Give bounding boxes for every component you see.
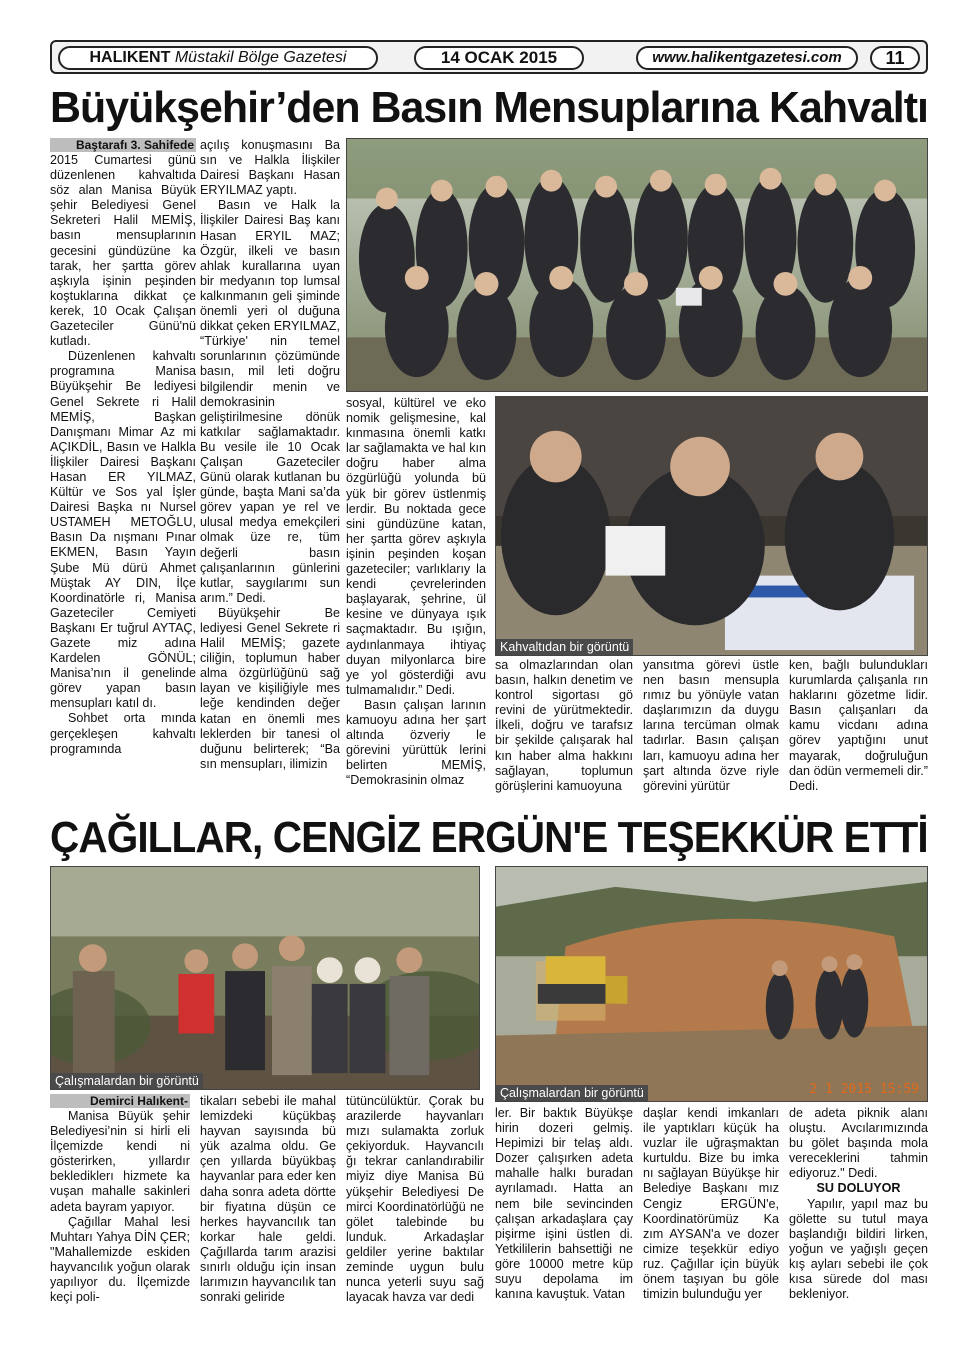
article2-paragraph: de adeta piknik alanı oluştu. Avcılarımızında bu gölet başında mola vereceklerini tahmin ediyoruz." Dedi. bbox=[789, 1106, 928, 1181]
article2-paragraph: ler. Bir baktık Büyükşe hirin dozeri gelmiş. Hepimizi bir telaş aldı. Dozer çalışırken adeta mahalle halkı buradan ayrılamadı. Hatta an nem bile sevincinden çalışan arkadaşlara çay pişirme işini üstlen di. Yetkililerin bahsettiği ne göre 10000 metre küp suyu depolama im kanına kavuştuk. Vatan bbox=[495, 1106, 633, 1302]
article1-column-3 bbox=[346, 396, 486, 808]
article1-paragraph: Sohbet orta mında gerçekleşen kahvaltı programında bbox=[50, 711, 196, 756]
article1-column-5 bbox=[643, 658, 779, 808]
article2-column-1 bbox=[50, 1094, 190, 1322]
masthead bbox=[58, 46, 378, 70]
article2-column-4 bbox=[495, 1106, 633, 1322]
article2-paragraph: Yapılır, yapıl maz bu gölette su tutul maya başlandığı bildiri lirken, yoğun ve yağışlı geçen kış ayları sebebi ile çok kısa sürede dol ması bekleniyor. bbox=[789, 1196, 928, 1302]
pond-construction-photo-image bbox=[496, 867, 927, 1101]
article2-column-2 bbox=[200, 1094, 336, 1322]
article1-paragraph: sa olmazlarından olan basın, halkın denetim ve kontrol sigortası gö revini de yürütmektedir. İlkeli, doğru ve tarafsız bir şekilde çalışarak hal kın haber alma hakkını sağlayan, toplumun görüşlerini kamuoyuna bbox=[495, 658, 633, 793]
photo-date-stamp: 2 1 2015 15:59 bbox=[809, 1082, 919, 1097]
dateline-label: Demirci Halıkent- bbox=[50, 1094, 190, 1108]
breakfast-photo bbox=[495, 396, 928, 656]
article1-column-6 bbox=[789, 658, 928, 808]
article1-column-2 bbox=[200, 138, 340, 808]
article1-paragraph: ken, bağlı bulundukları kurumlarda çalışanla rın haklarını gözetme lidir. Basın çalışanları da kamu vicdanı adına görev yaptığını unut mayarak, doğruluğun dan ödün vermemeli dir.” Dedi. bbox=[789, 658, 928, 793]
page-number: 11 bbox=[870, 46, 920, 70]
article1-paragraph: sosyal, kültürel ve eko nomik gelişmesine, kal kınmasına önemli katkı lar sağlamakta ve hal kın doğru haber alma özgürlüğü yolunda bü yük bir görev üstlenmiş lerdir. Bu noktada gece sini gündüzüne katan, her şartta görev aşkıyla işinin peşinden koşan gazeteciler; varlıklarıy la kendi çevrelerinden başlayarak, şehrine, ül kesine ve dünyaya ışık saçmaktadır. Bu ışığın, aydınlanmaya ihtiyaç duyan milyonlarca bire ye yol gösterdiği avu tulmamalıdır.” Dedi. bbox=[346, 396, 486, 697]
article2-headline: ÇAĞILLAR, CENGİZ ERGÜN'E TEŞEKKÜR ETTİ bbox=[50, 813, 928, 862]
article2-paragraph: Çağıllar Mahal lesi Muhtarı Yahya DİN ÇER; "Mahallemizde eskiden hayvancılık yoğun olarak yapılıyor du. İlçemizde keçi poli- bbox=[50, 1214, 190, 1305]
issue-date: 14 OCAK 2015 bbox=[414, 46, 584, 70]
article1-paragraph: Basın çalışan larının kamuoyu adına her şart altında özveriy le görevini yürüttük lerini belirten MEMİŞ, “Demokrasinin olmaz bbox=[346, 697, 486, 788]
group-photo-image bbox=[347, 139, 927, 391]
photo-caption: Çalışmalardan bir görüntü bbox=[496, 1085, 648, 1101]
article1-paragraph: Basın ve Halk la İlişkiler Dairesi Baş kanı Hasan ERYIL MAZ; Özgür, ilkeli ve basın ahlak kurallarına uyan bir medyanın top lumsal kalkınmanın geli şiminde önemli yeri ol duğuna dikkat çeken ERYILMAZ, “Türkiye' nin temel sorunlarının çözümünde basın, mil leti doğru bilgilendir menin ve demokrasinin geliştirilmesine dönük katkılar sağlamaktadır. Bu vesile ile 10 Ocak Çalışan Gazeteciler Günü olarak kutlanan bu günde, başta Mani sa’da görev yapan ye rel ve ulusal medya emekçileri olmak üze re, tüm değerli basın çalışanlarının günlerini kutlar, saygılarımı sun arım.” Dedi. bbox=[200, 198, 340, 605]
article1-headline: Büyükşehir’den Basın Mensuplarına Kahvaltı bbox=[50, 83, 928, 132]
article2-column-6 bbox=[789, 1106, 928, 1322]
subheading: SU DOLUYOR bbox=[816, 1181, 901, 1196]
pond-construction-photo bbox=[495, 866, 928, 1102]
website-link[interactable]: www.halikentgazetesi.com bbox=[636, 46, 858, 70]
article1-column-4 bbox=[495, 658, 633, 808]
continued-from-label: Baştarafı 3. Sahifede bbox=[50, 138, 196, 152]
article1-paragraph: açılış konuşmasını Ba sın ve Halkla İlişkiler Dairesi Başkanı Hasan ERYILMAZ yaptı. bbox=[200, 138, 340, 198]
article1-paragraph: 2015 Cumartesi günü düzenlenen kahvaltıda söz alan Manisa Büyük şehir Belediyesi Genel Sekreteri Halil MEMİŞ, basın mensuplarının gecesini gündüzüne ka tarak, her şartta görev aşkıyla işinin peşinden koştuklarına dikkat çe kerek, 10 Ocak Çalışan Gazeteciler Günü'nü kutladı. bbox=[50, 153, 196, 349]
paper-tagline: Müstakil Bölge Gazetesi bbox=[174, 49, 347, 66]
article2-paragraph: tikaları sebebi ile mahal lemizdeki küçükbaş hayvan sayısında bü yük azalma oldu. Ge çen yıllarda büyükbaş hayvanlar para eder ken daha sonra adeta dörtte bir fiyatına düşün ce herkes hayvancılık tan korkar hale geldi. Çağıllarda tarım arazisi sınırlı olduğu için insan larımızın hayvancılık tan sonraki geliride bbox=[200, 1094, 336, 1305]
breakfast-photo-image bbox=[496, 397, 927, 655]
group-photo bbox=[346, 138, 928, 392]
villagers-photo-image bbox=[51, 867, 479, 1089]
paper-name: HALIKENT bbox=[89, 49, 171, 66]
article1-paragraph: Büyükşehir Be lediyesi Genel Sekrete ri Halil MEMİŞ; gazete ciliğin, toplumun haber alma özgürlüğünü sağ layan ve kişiliğiyle mes leğe kendinden değer katan en önemli mes leklerden bir tanesi ol duğunu belirterek; “Ba sın mensupları, ilimizin bbox=[200, 605, 340, 771]
article1-paragraph: Düzenlenen kahvaltı programına Manisa Büyükşehir Be lediyesi Genel Sekrete ri Halil MEMİŞ, Başkan Danışmanı Mimar Az mi AÇIKDİL, Basın ve Halkla İlişkiler Dairesi Başkanı Hasan ER YILMAZ, Kültür ve Sos yal İşler Dairesi Başka nı Nursel USTAMEH METOĞLU, Basın Da nışmanı Pınar EKMEN, Basın Yayın Şube Mü dürü Ahmet Müştak AY DIN, İlçe Koordinatörle ri, Manisa Gazeteciler Cemiyeti Başkanı Er tuğrul AYTAÇ, Gazete miz adına Kardelen GÖNÜL; Manisa’nın il genelinde görev yapan basın mensupları katıl dı. bbox=[50, 349, 196, 711]
article1-column-1 bbox=[50, 138, 196, 808]
article2-paragraph: daşlar kendi imkanları ile yaptıkları küçük ha vuzlar ile uğraşmaktan kurtuldu. Bize bu imka nı sağlayan Büyükşe hir Belediye Başkanı mız Cengiz ERGÜN'e, Koordinatörümüz Ka zım AYSAN'a ve dozer cimize teşekkür ediyo ruz. Çağıllar için büyük önem taşıyan bu göle timizin bulunduğu yer bbox=[643, 1106, 779, 1302]
article2-paragraph: Manisa Büyük şehir Belediyesi’nin si hirli eli İlçemizde kendi ni gösterirken, yıllardır beklediklerı hizmete ka vuşan mahalle sakinleri adeta bayram yapıyor. bbox=[50, 1109, 190, 1214]
villagers-photo bbox=[50, 866, 480, 1090]
page-header bbox=[50, 40, 928, 74]
article2-paragraph: tütüncülüktür. Çorak bu arazilerde hayvanları mızı sulamakta zorluk çekiyorduk. Hayvancılı ğı tekrar canlandırabilir miyiz diye Manisa Bü yükşehir Belediyesi De mirci Koordinatörlüğü ne gölet talebinde bu lunduk. Arkadaşlar geldiler yerine baktılar zeminde uygun bulu nunca yeterli suyu sağ layacak havza var dedi bbox=[346, 1094, 484, 1305]
photo-caption: Çalışmalardan bir görüntü bbox=[51, 1073, 203, 1089]
photo-caption: Kahvaltıdan bir görüntü bbox=[496, 639, 633, 655]
article2-column-3 bbox=[346, 1094, 484, 1322]
article2-column-5 bbox=[643, 1106, 779, 1322]
article1-paragraph: yansıtma görevi üstle nen basın mensupla rımız bu yönüyle vatan daşlarımızın da duygu larına tercüman olmak tadırlar. Basın çalışan ları, kamuoyu adına her şart altında özve riyle görevini yürütür bbox=[643, 658, 779, 793]
